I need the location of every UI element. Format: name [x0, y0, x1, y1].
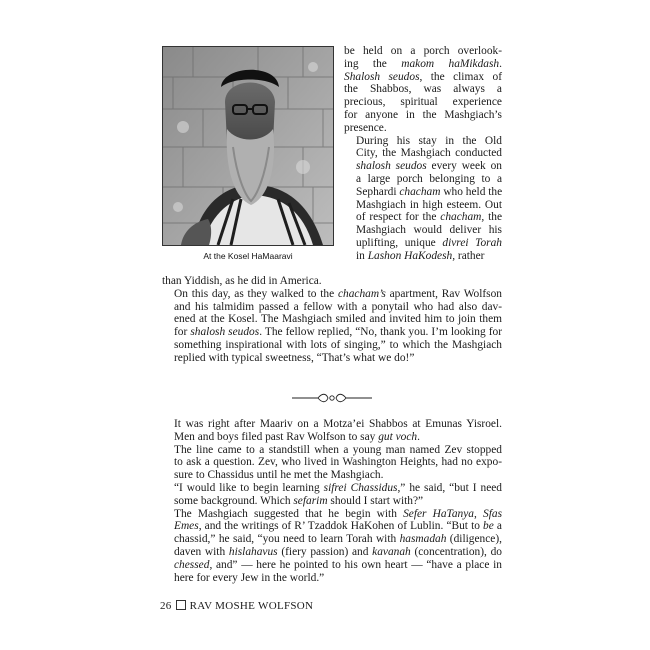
text-line: presence.: [344, 121, 387, 134]
text-line: City, the Mashgiach conducted: [356, 147, 502, 160]
ornament-divider: [290, 392, 374, 404]
text-line: “I would like to begin learning sifrei Chassidus,” he said, “but I need: [174, 481, 503, 494]
text-block-2: [162, 418, 502, 584]
text-line: chessed, and” — here he pointed to his own heart — “have a place in: [174, 558, 502, 571]
text-line: Sephardi chacham who held the: [356, 185, 503, 198]
text-line: of respect for the chacham, the: [356, 211, 502, 224]
photo-caption: At the Kosel HaMaaravi: [203, 251, 293, 261]
paragraph: [344, 45, 502, 135]
paragraph: [344, 135, 502, 263]
text-line: for shalosh seudos. The fellow replied, “No, thank you. I’m looking for: [174, 326, 502, 339]
text-line: ened at the Kosel. The Mashgiach smiled and invited him to join them: [174, 313, 502, 326]
text-line: precious, spiritual experience: [344, 96, 502, 109]
running-head: RAV MOSHE WOLFSON: [189, 600, 314, 612]
text-line: than Yiddish, as he did in America.: [162, 275, 322, 287]
page-number: 26: [160, 600, 172, 612]
paragraph: [162, 288, 502, 365]
text-line: and his talmidim passed a fellow with a ponytail who had also dav-: [174, 300, 502, 313]
paragraph: [162, 482, 502, 508]
text-line: the Shabbos, was always a: [344, 83, 502, 96]
photo-rabbi-at-kosel: [163, 47, 333, 245]
text-line: Emes, and the writings of R’ Tzaddok HaKohen of Lublin. “But to be a: [174, 520, 502, 533]
text-line: in Lashon HaKodesh, rather: [356, 249, 485, 262]
text-line: The Mashgiach suggested that he begin with Sefer HaTanya, Sfas: [174, 507, 503, 520]
photo-figure: [162, 46, 334, 264]
text-line: replied with typical sweetness, “That’s what we do!”: [174, 351, 415, 364]
side-column: [344, 45, 502, 263]
text-line: daven with hislahavus (fiery passion) and kavanah (concentration), do: [174, 545, 502, 558]
text-line: Shalosh seudos, the climax of: [344, 70, 502, 83]
text-line: It was right after Maariv on a Motza’ei Shabbos at Emunas Yisroel.: [174, 418, 502, 430]
text-line: here for every Jew in the world.”: [174, 571, 325, 584]
text-block-1: [162, 275, 502, 365]
text-line: a large porch belonging to a: [356, 172, 502, 185]
text-line: chassid,” he said, “you need to learn Torah with hasmadah (diligence),: [174, 533, 502, 546]
text-line: something inspirational with lots of singing,” to which the Mashgiach: [174, 338, 502, 351]
text-line: Mashgiach would deliver his: [356, 224, 502, 237]
text-line: During his stay in the Old: [356, 134, 502, 147]
text-line: uplifting, unique divrei Torah: [356, 236, 502, 249]
paragraph: [162, 508, 502, 585]
text-line: ing the makom haMikdash.: [344, 57, 502, 70]
text-line: shalosh seudos every week on: [356, 160, 502, 173]
text-line: for anyone in the Mashgiach’s: [344, 108, 502, 121]
square-separator-icon: [176, 600, 186, 610]
photo-frame: [162, 46, 334, 246]
paragraph: [162, 418, 502, 444]
text-line: sure to Chassidus until he met the Mashgiach.: [174, 469, 384, 482]
page-footer: [160, 600, 313, 612]
text-line: The line came to a standstill when a young man named Zev stopped: [174, 443, 502, 456]
text-line: Mashgiach in high esteem. Out: [356, 198, 502, 211]
text-line: Men and boys filed past Rav Wolfson to say gut voch.: [174, 430, 420, 443]
paragraph: [162, 444, 502, 482]
text-line: On this day, as they walked to the chacham’s apartment, Rav Wolfson: [174, 287, 503, 300]
text-line: some background. Which sefarim should I start with?”: [174, 494, 424, 507]
text-line: be held on a porch overlook-: [344, 45, 502, 57]
paragraph: [162, 275, 502, 288]
text-line: to ask a question. Zev, who lived in Washington Heights, had no expo-: [174, 456, 502, 469]
